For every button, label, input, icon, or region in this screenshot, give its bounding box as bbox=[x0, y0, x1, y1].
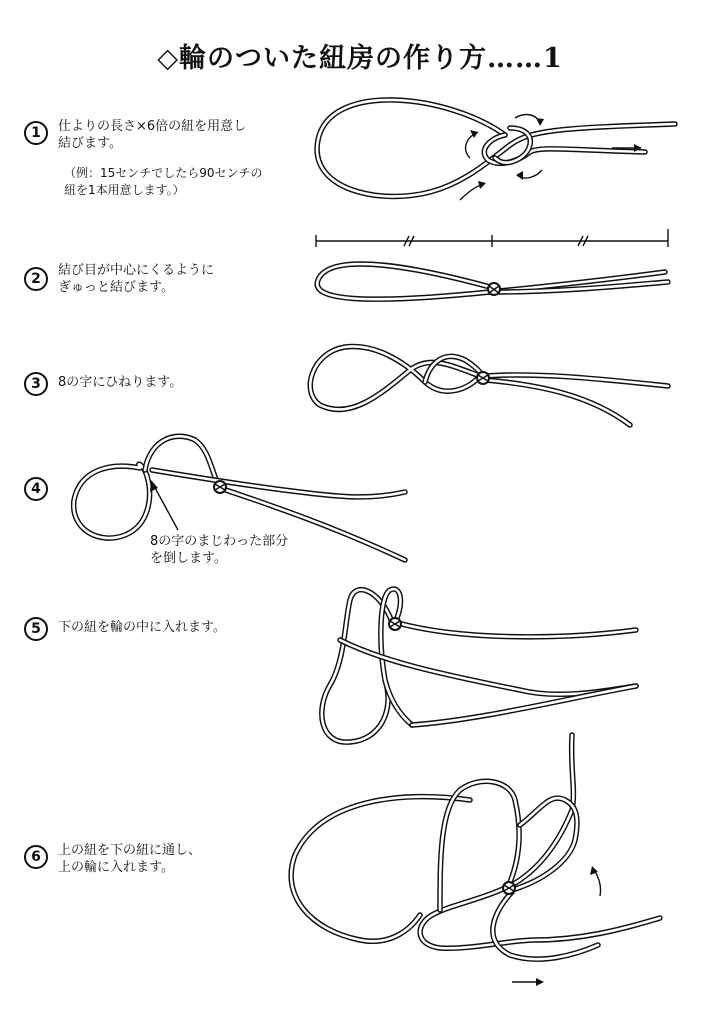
step-1-text: 仕よりの長さ×6倍の紐を用意し 結びます。 bbox=[58, 119, 247, 151]
step-2-number: 2 bbox=[24, 267, 48, 291]
step-1-note: （例：15センチでしたら90センチの 紐を1本用意します。） bbox=[64, 166, 263, 197]
step-1-number: 1 bbox=[24, 121, 48, 145]
page-title: ◇輪のついた紐房の作り方……1 bbox=[157, 43, 563, 74]
step-4-number: 4 bbox=[24, 477, 48, 501]
step-3-text: 8の字にひねります。 bbox=[58, 375, 183, 390]
step-6-cord-illustration bbox=[291, 735, 660, 959]
step-4-pointer-arrow bbox=[150, 480, 178, 530]
step-6-number: 6 bbox=[24, 845, 48, 869]
step-5-number: 5 bbox=[24, 617, 48, 641]
step-4-cord-illustration bbox=[74, 436, 405, 560]
step-6-text: 上の紐を下の紐に通し、 上の輪に入れます。 bbox=[58, 843, 202, 875]
step-5-text: 下の紐を輪の中に入れます。 bbox=[58, 620, 226, 635]
step-3-number: 3 bbox=[24, 372, 48, 396]
measurement-bar bbox=[316, 229, 668, 247]
step-4-text: 8の字のまじわった部分 を倒します。 bbox=[150, 534, 289, 566]
step-5-cord-illustration bbox=[322, 589, 636, 742]
step-2-cord-illustration bbox=[317, 264, 668, 299]
step-3-cord-illustration bbox=[310, 346, 668, 425]
step-2-text: 結び目が中心にくるように ぎゅっと結びます。 bbox=[58, 263, 215, 295]
